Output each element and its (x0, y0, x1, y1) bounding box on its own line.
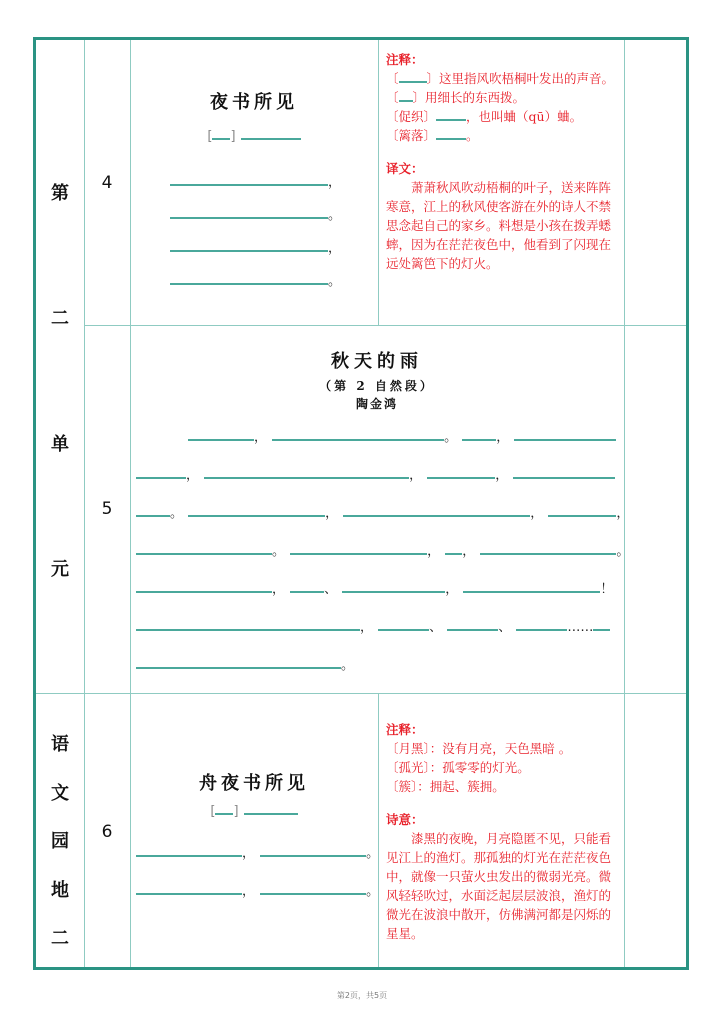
notes-cell-row-4 (386, 50, 622, 273)
passage-line (136, 539, 629, 559)
translation-text: 萧萧秋风吹动梧桐的叶子，送来阵阵寒意，江上的秋风使客游在外的诗人不禁思念起自己的家乡。料想是小孩在拨弄蟋蟀，因为在茫茫夜色中，他看到了闪现在远处篱笆下的灯火。 (386, 180, 612, 271)
note-text: ：孤零零的灯光。 (429, 760, 530, 775)
note-item: 〔 〕用细长的东西拨。 (386, 90, 526, 105)
passage-blank[interactable] (480, 539, 616, 555)
notes-cell-row-6 (386, 720, 622, 943)
punctuation: 。 (272, 544, 286, 559)
note-blank[interactable] (436, 107, 466, 121)
passage-blank[interactable] (136, 501, 170, 517)
note-text: ，也叫蛐（qū）蛐。 (466, 109, 583, 124)
poem-blank[interactable] (260, 879, 366, 895)
poem-blank[interactable] (170, 269, 328, 285)
unit-char: 园 (51, 831, 69, 852)
poem-line (170, 269, 341, 289)
punctuation: ， (616, 506, 630, 521)
passage-cell-qiu-tian-de-yu (130, 325, 630, 693)
unit-char: 第 (51, 183, 69, 205)
note-item: 〔簇〕：拥起、簇拥。 (386, 779, 505, 794)
passage-blank[interactable] (342, 577, 445, 593)
translation-heading: 诗意： (386, 812, 424, 827)
punctuation: ， (462, 544, 476, 559)
row-number: 4 (101, 172, 113, 193)
punctuation: 。 (341, 658, 355, 673)
passage-line (136, 615, 610, 635)
punctuation: ， (242, 846, 256, 861)
note-text: ：没有月亮，天色黑暗 。 (429, 741, 572, 756)
punctuation: ， (328, 175, 342, 190)
unit-char: 语 (51, 734, 69, 755)
unit-char: 文 (51, 782, 69, 804)
punctuation: ， (496, 430, 510, 445)
note-text: ：拥起、簇拥。 (417, 779, 505, 794)
dynasty-bracket-close: ] (233, 804, 239, 819)
passage-blank[interactable] (378, 615, 429, 631)
poem-title: 夜书所见 (210, 92, 298, 113)
passage-line (136, 501, 629, 521)
note-term-blank[interactable] (399, 88, 413, 102)
punctuation: ， (325, 506, 339, 521)
passage-blank[interactable] (290, 539, 427, 555)
punctuation: ， (409, 468, 423, 483)
poem-line (136, 879, 379, 899)
poem-title: 舟夜书所见 (199, 773, 309, 794)
punctuation: 。 (366, 884, 380, 899)
punctuation: ， (328, 241, 342, 256)
note-item: 〔篱落〕 。 (386, 128, 479, 143)
passage-blank[interactable] (136, 463, 186, 479)
punctuation: ， (495, 468, 509, 483)
punctuation: ， (445, 582, 459, 597)
poem-line (136, 841, 379, 861)
punctuation: 。 (444, 430, 458, 445)
note-term: 促织 (398, 109, 424, 124)
unit-char: 二 (51, 928, 69, 949)
passage-title: 秋天的雨 (331, 351, 423, 372)
passage-blank[interactable] (204, 463, 409, 479)
passage-line (136, 463, 615, 483)
passage-blank[interactable] (136, 615, 360, 631)
col-divider (378, 40, 379, 325)
passage-blank[interactable] (513, 463, 615, 479)
poem-blank[interactable] (136, 841, 242, 857)
passage-blank[interactable] (272, 425, 444, 441)
author-line (130, 799, 378, 819)
punctuation: ， (530, 506, 544, 521)
passage-line (136, 653, 354, 673)
passage-blank[interactable] (462, 425, 496, 441)
passage-blank[interactable] (188, 501, 325, 517)
passage-blank[interactable] (136, 653, 341, 669)
punctuation: 。 (328, 274, 342, 289)
passage-blank[interactable] (188, 425, 254, 441)
worksheet-table (33, 37, 689, 970)
passage-blank[interactable] (463, 577, 600, 593)
note-item: 〔孤光〕：孤零零的灯光。 (386, 760, 530, 775)
punctuation: 、 (498, 620, 512, 635)
note-item: 〔月黑〕：没有月亮，天色黑暗 。 (386, 741, 572, 756)
passage-blank[interactable] (427, 463, 495, 479)
page-footer: 第2页，共5页 (336, 991, 388, 1000)
dynasty-blank[interactable] (212, 124, 230, 140)
unit-label-second-unit (36, 80, 84, 680)
col-divider (378, 693, 379, 967)
row-number: 5 (101, 499, 113, 519)
note-text: 。 (466, 128, 479, 143)
poem-line (170, 203, 341, 223)
passage-blank[interactable] (447, 615, 498, 631)
poem-cell-zhou-ye-shu-suo-jian (130, 693, 378, 970)
passage-blank[interactable] (343, 501, 530, 517)
punctuation: ， (360, 620, 374, 635)
punctuation: 。 (616, 544, 630, 559)
punctuation: ， (427, 544, 441, 559)
poem-blank[interactable] (170, 236, 328, 252)
note-term: 簇 (398, 779, 412, 794)
passage-blank[interactable] (290, 577, 324, 593)
dynasty-blank[interactable] (215, 799, 233, 815)
punctuation: ， (186, 468, 200, 483)
passage-blank[interactable] (445, 539, 462, 555)
punctuation: 。 (328, 208, 342, 223)
poem-line (170, 236, 341, 256)
passage-blank[interactable] (514, 425, 616, 441)
poem-blank[interactable] (136, 879, 242, 895)
punctuation: 。 (170, 506, 184, 521)
dynasty-bracket-close: ] (230, 129, 236, 144)
note-text: 用细长的东西拨。 (425, 90, 526, 105)
passage-subtitle: （第 2 自然段） (319, 379, 435, 393)
punctuation: ， (254, 430, 268, 445)
passage-blank[interactable] (593, 615, 610, 631)
passage-line (188, 425, 616, 445)
dynasty-bracket-open: [ (207, 129, 213, 144)
passage-blank[interactable] (548, 501, 616, 517)
note-term: 月黑 (398, 741, 424, 756)
unit-char: 单 (51, 433, 69, 455)
poem-blank[interactable] (170, 203, 328, 219)
passage-line (136, 577, 613, 597)
passage-blank[interactable] (136, 539, 272, 555)
row-number: 6 (101, 821, 113, 842)
punctuation: ！ (600, 582, 614, 597)
unit-label-language-garden (36, 730, 84, 950)
passage-author: 陶金鸿 (355, 397, 398, 411)
translation-heading: 译文： (386, 161, 424, 176)
poem-blank[interactable] (170, 170, 328, 186)
passage-blank[interactable] (516, 615, 567, 631)
punctuation: 、 (324, 582, 338, 597)
translation-text: 漆黑的夜晚，月亮隐匿不见，只能看见江上的渔灯。那孤独的灯光在茫茫夜色中，就像一只萤火虫发出的微弱光亮。微风轻轻吹过，水面泛起层层波浪，渔灯的微光在波浪中散开，仿佛满河都是闪烁的星星。 (386, 831, 612, 941)
note-item: 〔 〕这里指风吹梧桐叶发出的声音。 (386, 71, 615, 86)
author-blank[interactable] (244, 799, 298, 815)
author-line (130, 124, 378, 144)
note-term-blank[interactable] (399, 69, 427, 83)
poem-line (170, 170, 341, 190)
note-term: 篱落 (398, 128, 424, 143)
unit-char: 二 (51, 308, 69, 330)
notes-heading: 注释： (386, 52, 424, 67)
note-blank[interactable] (436, 126, 466, 140)
note-item: 〔促织〕 ，也叫蛐（qū）蛐。 (386, 109, 583, 124)
note-term: 孤光 (398, 760, 424, 775)
punctuation: 。 (366, 846, 380, 861)
punctuation: ， (242, 884, 256, 899)
notes-heading: 注释： (386, 722, 424, 737)
unit-char: 元 (51, 558, 69, 580)
punctuation: ， (272, 582, 286, 597)
poem-cell-ye-shu-suo-jian (130, 40, 378, 325)
passage-blank[interactable] (136, 577, 272, 593)
punctuation: …… (567, 620, 594, 635)
unit-char: 地 (51, 879, 69, 901)
punctuation: 、 (429, 620, 443, 635)
author-blank[interactable] (241, 124, 301, 140)
dynasty-bracket-open: [ (210, 804, 216, 819)
poem-blank[interactable] (260, 841, 366, 857)
note-text: 这里指风吹梧桐叶发出的声音。 (439, 71, 615, 86)
